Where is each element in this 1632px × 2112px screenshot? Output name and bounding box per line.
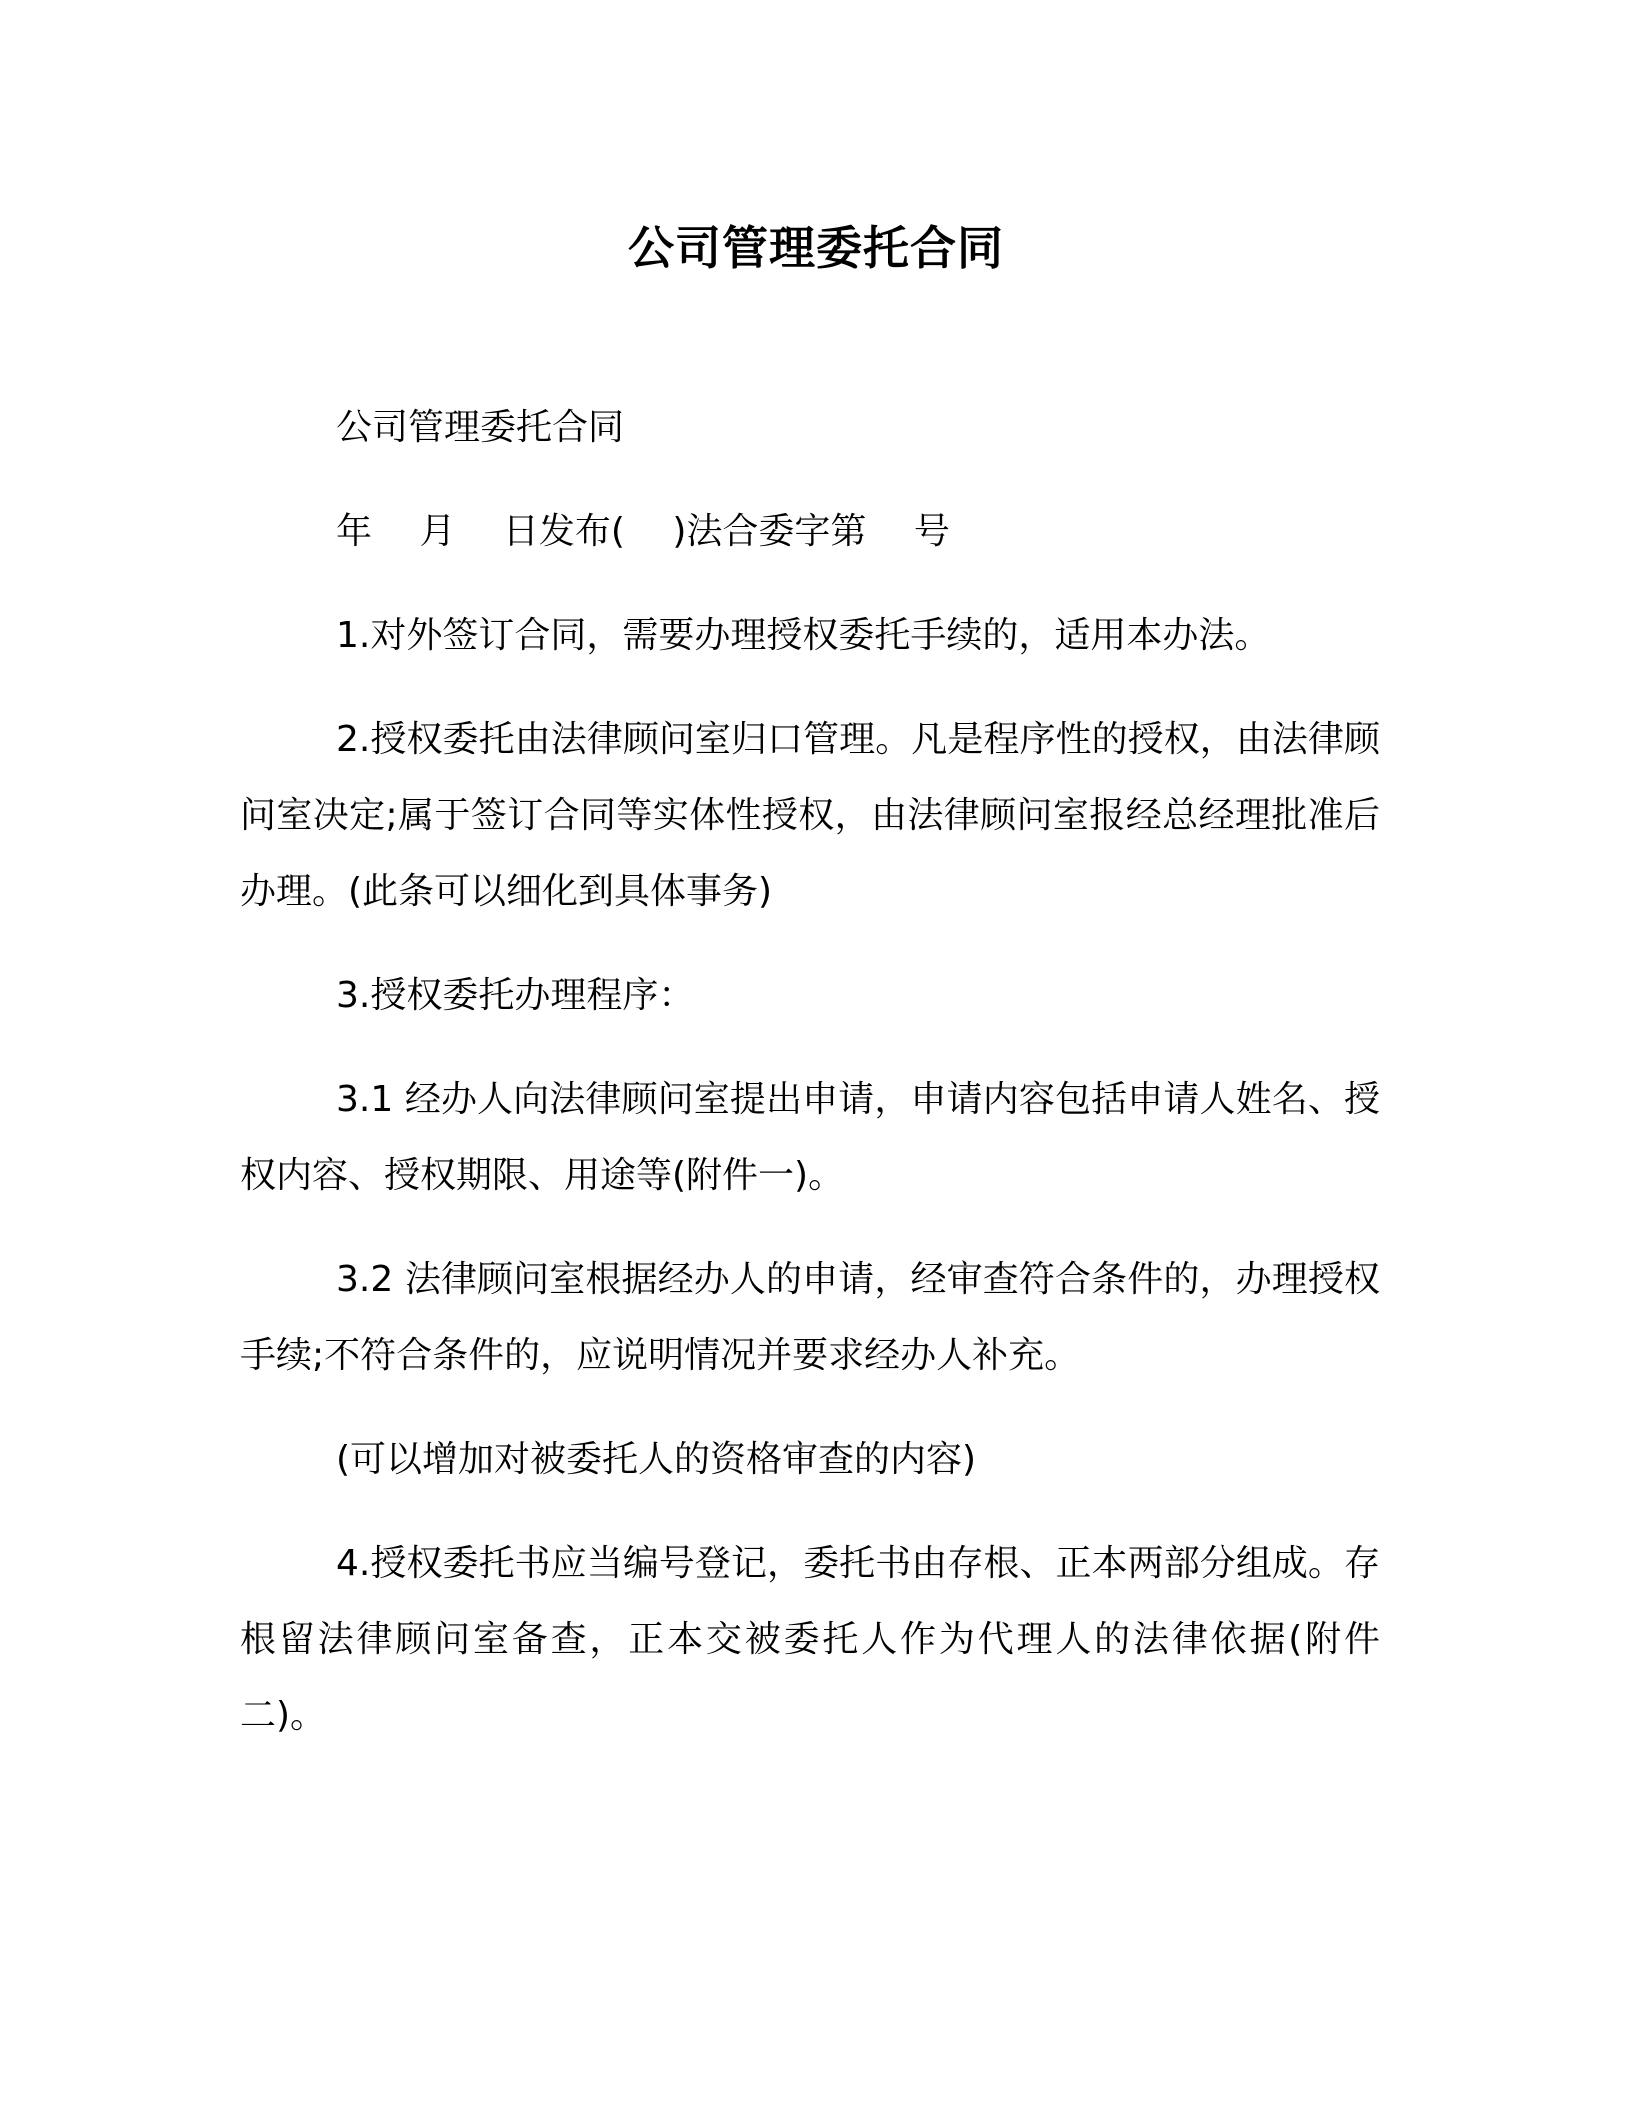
paragraph-note: (可以增加对被委托人的资格审查的内容)	[336, 1439, 977, 1480]
paragraph-clause-3-2: 3.2 法律顾问室根据经办人的申请，经审查符合条件的，办理授权手续;不符合条件的，应说明情况并要求经办人补充。	[240, 1259, 1380, 1376]
paragraph-clause-3: 3.授权委托办理程序：	[336, 975, 695, 1016]
paragraph-clause-1: 1.对外签订合同，需要办理授权委托手续的，适用本办法。	[336, 615, 1271, 656]
paragraph-publish-line: 年 月 日发布( )法合委字第 号	[336, 511, 950, 552]
paragraph-subtitle: 公司管理委托合同	[336, 407, 625, 448]
paragraph-clause-4: 4.授权委托书应当编号登记，委托书由存根、正本两部分组成。存根留法律顾问室备查，正本交被委托人作为代理人的法律依据(附件二)。	[240, 1543, 1380, 1736]
paragraph-clause-3-1: 3.1 经办人向法律顾问室提出申请，申请内容包括申请人姓名、授权内容、授权期限、用途等(附件一)。	[240, 1079, 1380, 1196]
document-title: 公司管理委托合同	[628, 221, 1004, 275]
paragraph-clause-2: 2.授权委托由法律顾问室归口管理。凡是程序性的授权，由法律顾问室决定;属于签订合同等实体性授权，由法律顾问室报经总经理批准后办理。(此条可以细化到具体事务)	[240, 719, 1380, 912]
document-body	[240, 390, 1380, 1782]
